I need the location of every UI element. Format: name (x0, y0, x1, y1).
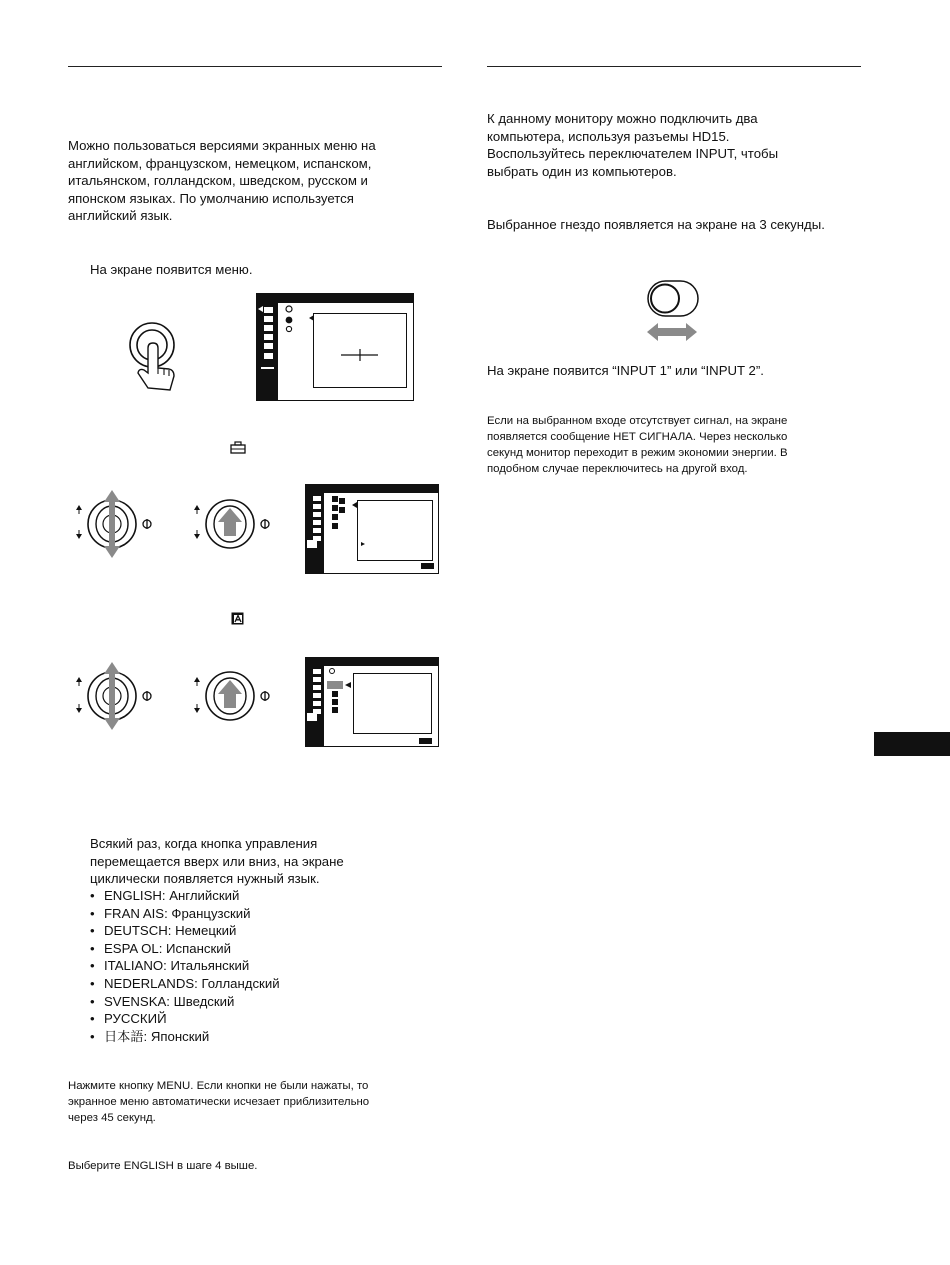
osd-option-menu-screen (305, 484, 439, 574)
left-intro-paragraph: Можно пользоваться версиями экранных меню на английском, французском, немецком, испанском, итальянском, голландском, шведском, русском и японском языках. По умолчанию используется английский язык. (68, 138, 376, 224)
osd-language-menu-screen (305, 657, 439, 747)
language-item: • FRAN AIS: Французский (90, 905, 280, 923)
selected-input-note: Выбранное гнездо появляется на экране на 3 секунды. (487, 217, 825, 232)
reset-language-note: Выберите ENGLISH в шаге 4 выше. (68, 1160, 258, 1172)
language-item: • 日本語: Японский (90, 1028, 280, 1046)
joystick-press-illustration-2 (186, 660, 278, 732)
input-display-text: На экране появится “INPUT 1” или “INPUT 2”. (487, 363, 764, 378)
language-item: • NEDERLANDS: Голландский (90, 975, 280, 993)
joystick-up-down-illustration (68, 488, 160, 560)
left-header-rule (68, 66, 442, 67)
joystick-up-down-illustration-2 (68, 660, 160, 732)
language-list (90, 887, 280, 1045)
close-menu-note: Нажмите кнопку MENU. Если кнопки не были нажаты, то экранное меню автоматически исчезает приблизительно через 45 секунд. (68, 1080, 370, 1124)
input-switch-illustration (644, 280, 700, 344)
no-signal-note: Если на выбранном входе отсутствует сигнал, на экране появляется сообщение НЕТ СИГНАЛА. Через несколько секунд монитор переходит в режим экономии энергии. В подобном случае переключитесь на другой вход. (487, 415, 788, 475)
language-a-icon (231, 612, 244, 625)
monitor-icon (230, 441, 246, 455)
joystick-press-illustration (186, 488, 278, 560)
step1-text: На экране появится меню. (90, 262, 253, 277)
language-item: • РУССКИЙ (90, 1010, 280, 1028)
language-item: • ESPA OL: Испанский (90, 940, 280, 958)
right-header-rule (487, 66, 861, 67)
osd-main-menu-screen (256, 293, 414, 401)
step4-text: Всякий раз, когда кнопка управления перемещается вверх или вниз, на экране циклически появляется нужный язык. (90, 836, 344, 887)
language-item: • ITALIANO: Итальянский (90, 957, 280, 975)
section-tab-marker (874, 732, 950, 756)
language-item: • SVENSKA: Шведский (90, 993, 280, 1011)
press-button-illustration (128, 318, 188, 400)
language-item: • DEUTSCH: Немецкий (90, 922, 280, 940)
right-intro-paragraph: К данному монитору можно подключить два компьютера, используя разъемы HD15. Воспользуйтесь переключателем INPUT, чтобы выбрать один из компьютеров. (487, 111, 779, 179)
language-item: • ENGLISH: Английский (90, 887, 280, 905)
